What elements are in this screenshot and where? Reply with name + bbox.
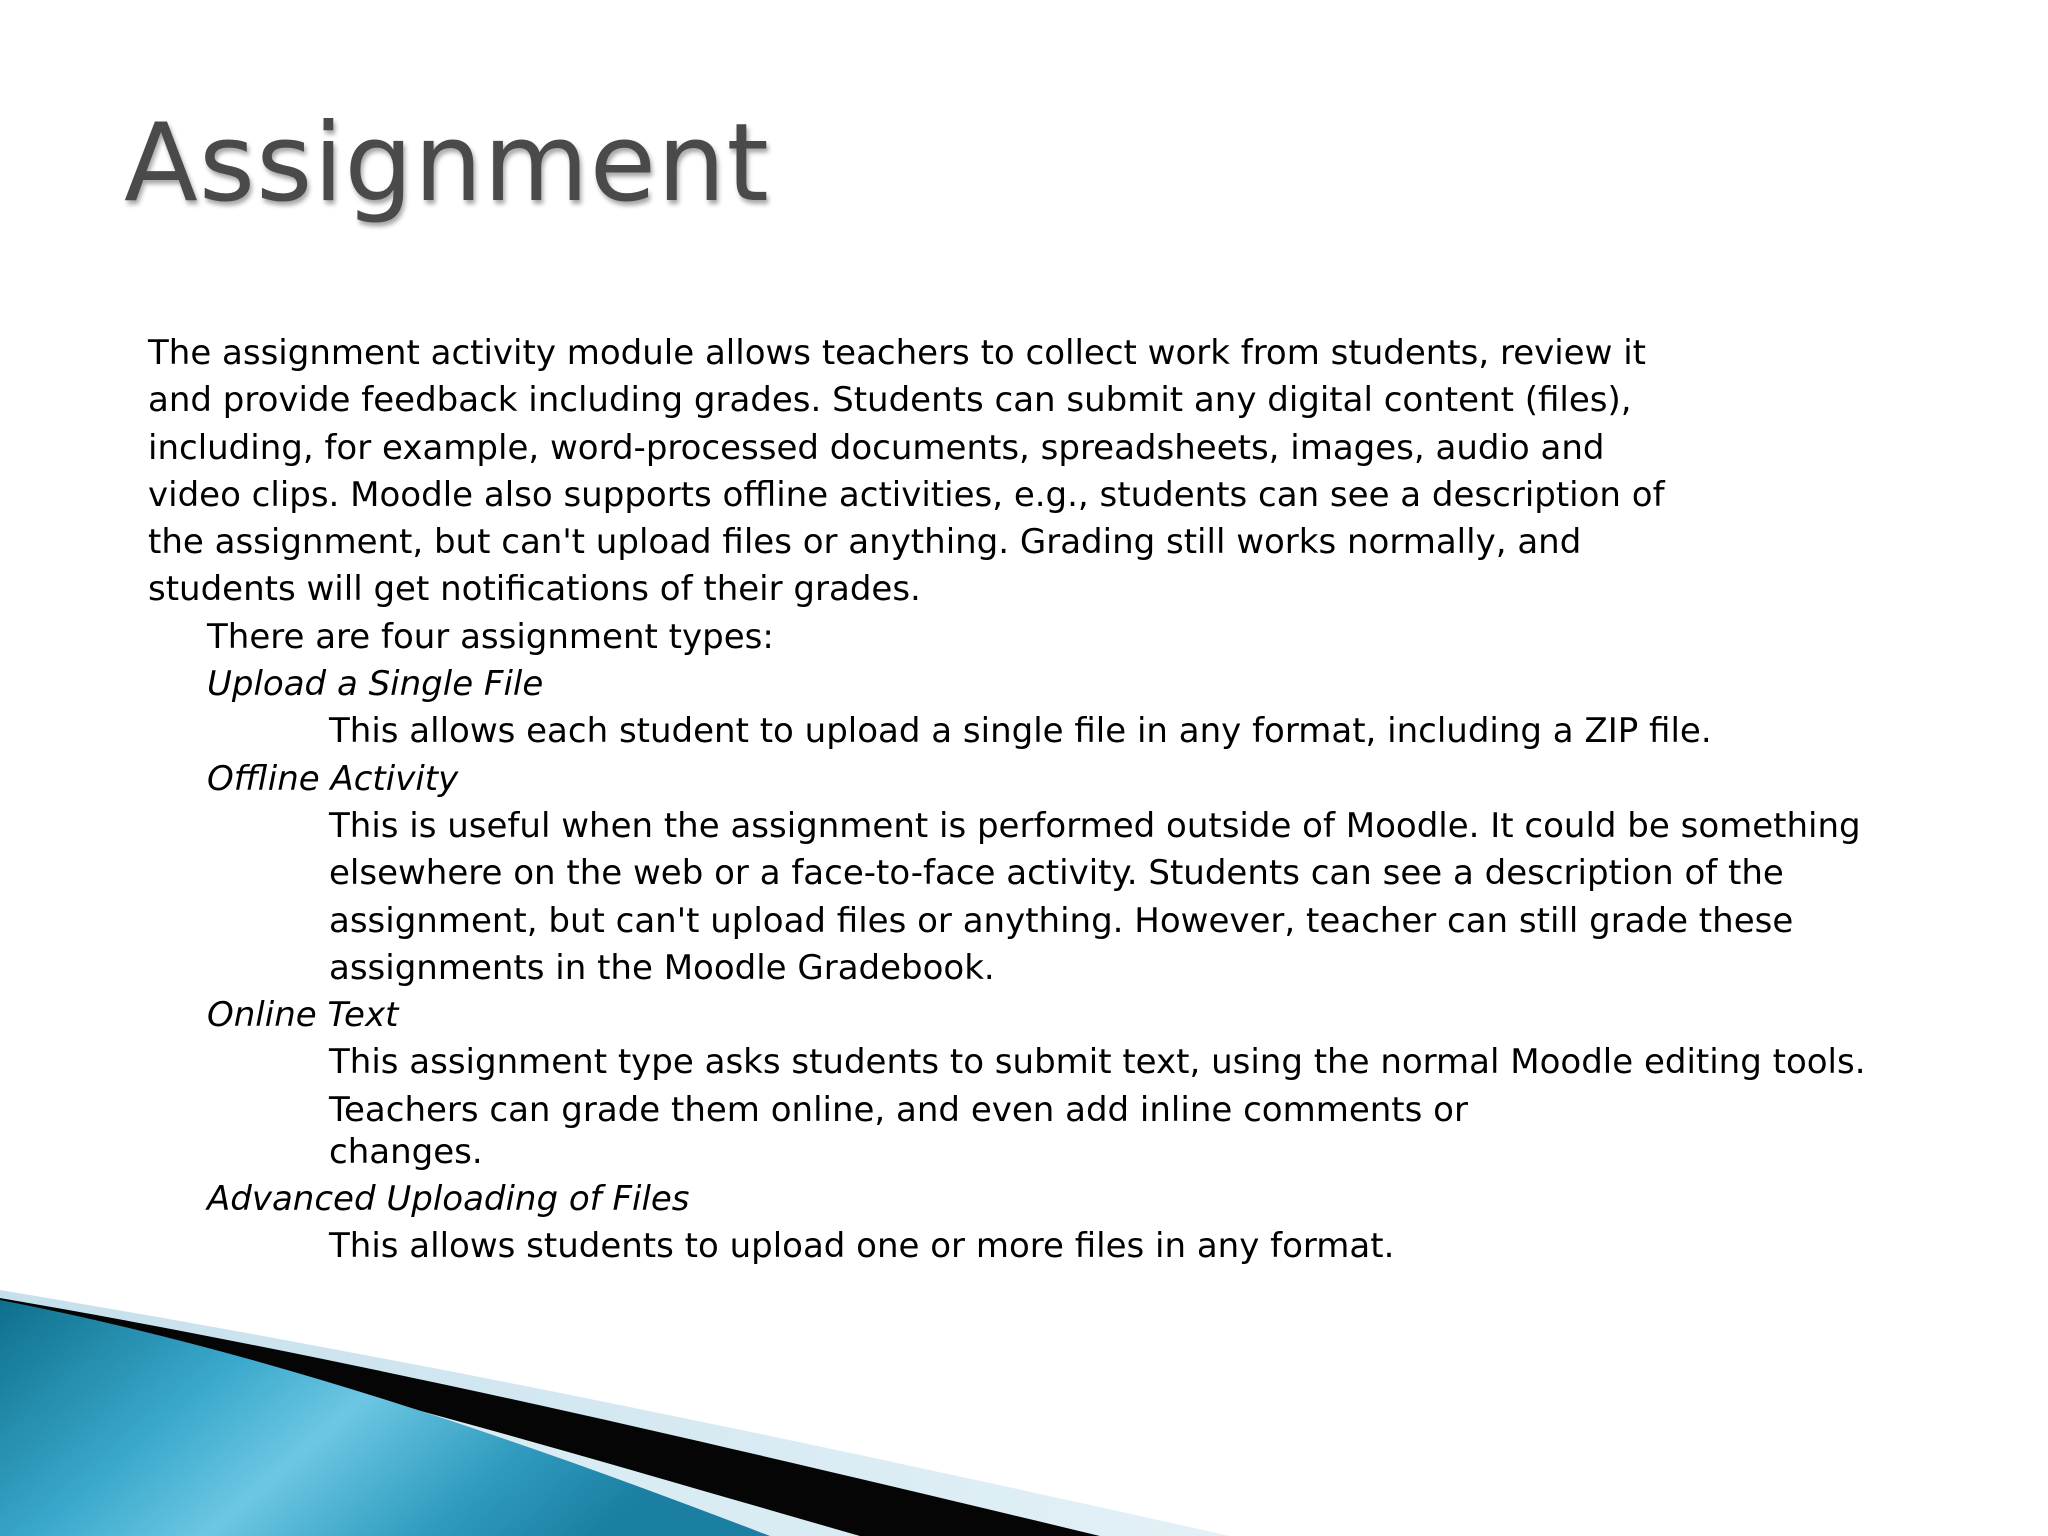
- assignment-type-online-text: [148, 992, 2008, 1176]
- assignment-type-offline-activity: [148, 756, 2008, 992]
- swoosh-gap-band: [0, 1312, 860, 1536]
- assignment-type-description-tail: changes.: [329, 1132, 483, 1173]
- intro-paragraph: The assignment activity module allows teachers to collect work from students, review it and provide feedback including grades. Students can submit any digital content (files), including, for example, word-processed documents, spreadsheets, images, audio and video clips. Moodle also supports offline activities, e.g., students can see a description of the assignment, but can't upload files or anything. Grading still works normally, and students will get notifications of their grades.: [148, 333, 1665, 610]
- assignment-type-name: Offline Activity: [207, 758, 459, 799]
- slide-body: [148, 330, 2008, 1271]
- swoosh-teal-band: [0, 1300, 770, 1536]
- assignment-type-description: [148, 1039, 1934, 1176]
- slide-title: Assignment: [124, 101, 770, 226]
- assignment-type-description: This allows each student to upload a single file in any format, including a ZIP file.: [329, 711, 1712, 752]
- assignment-type-description-main: This assignment type asks students to submit text, using the normal Moodle editing tools. Teachers can grade them online, and even add inline comments or: [329, 1042, 1866, 1130]
- assignment-type-advanced-uploading: [148, 1176, 2008, 1271]
- swoosh-pale-band: [0, 1290, 1230, 1536]
- assignment-type-description: This allows students to upload one or more files in any format.: [329, 1226, 1395, 1267]
- swoosh-dark-band: [0, 1298, 1100, 1536]
- assignment-types-lead: There are four assignment types:: [207, 616, 774, 657]
- assignment-type-name: Upload a Single File: [207, 664, 544, 705]
- assignment-type-name: Online Text: [207, 995, 399, 1036]
- assignment-type-description: This is useful when the assignment is performed outside of Moodle. It could be something elsewhere on the web or a face-to-face activity. Students can see a description of the assignment, but can't upload files or anything. However, teacher can still grade these assignments in the Moodle Gradebook.: [329, 805, 1861, 988]
- assignment-type-upload-single-file: [148, 661, 2008, 756]
- assignment-type-name: Advanced Uploading of Files: [207, 1179, 690, 1220]
